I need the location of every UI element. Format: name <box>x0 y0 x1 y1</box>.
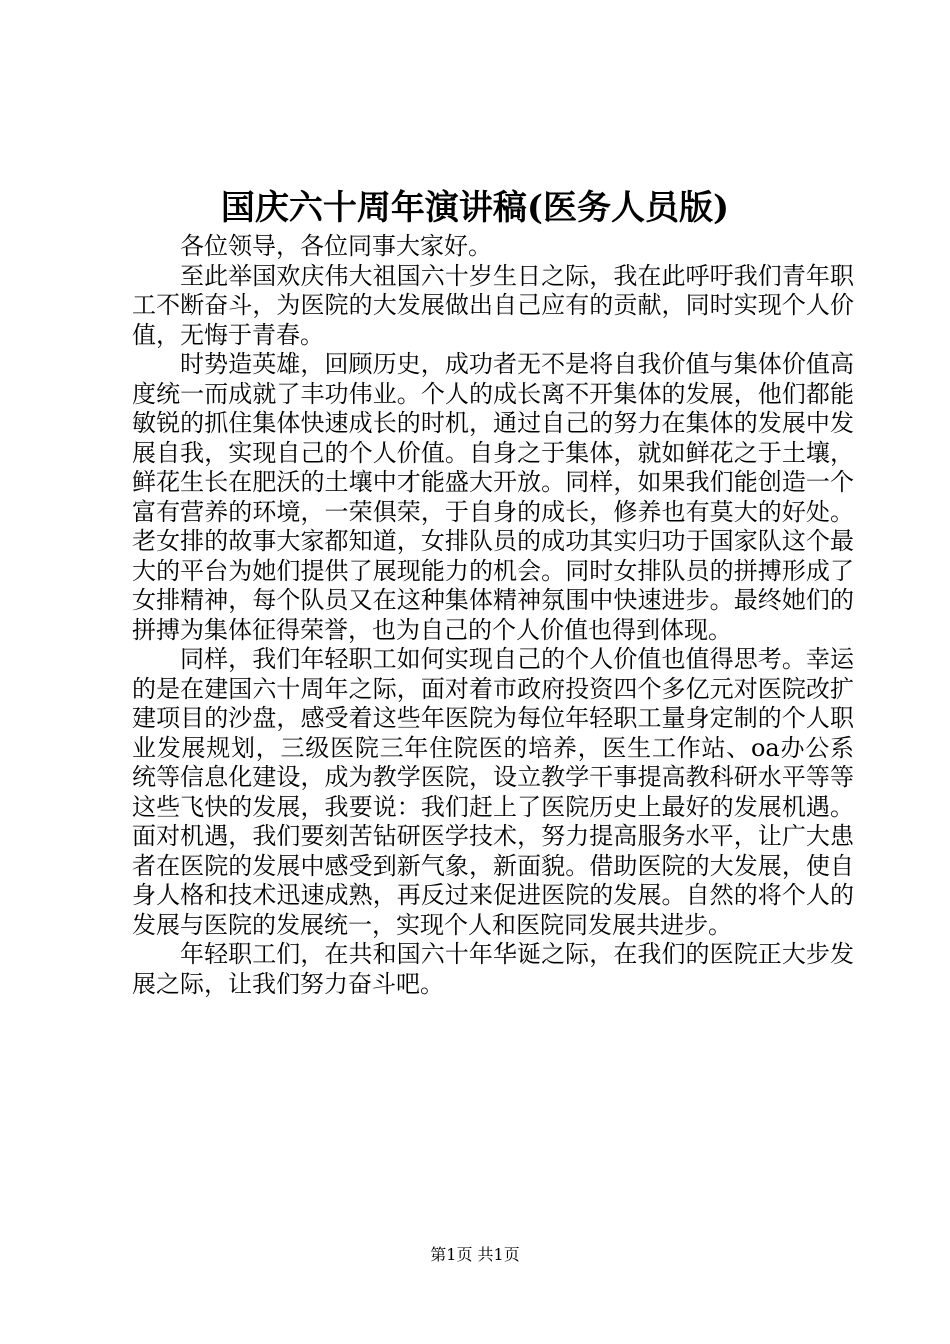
paragraph-collective-value: 时势造英雄，回顾历史，成功者无不是将自我价值与集体价值高度统一而成就了丰功伟业。个人的成长离不开集体的发展，他们都能敏锐的抓住集体快速成长的时机，通过自己的努力在集体的发展中发展自我，实现自己的个人价值。自身之于集体，就如鲜花之于土壤，鲜花生长在肥沃的土壤中才能盛大开放。同样，如果我们能创造一个富有营养的环境，一荣俱荣，于自身的成长，修养也有莫大的好处。老女排的故事大家都知道，女排队员的成功其实归功于国家队这个最大的平台为她们提供了展现能力的机会。同时女排队员的拼搏形成了女排精神，每个队员又在这种集体精神氛围中快速进步。最终她们的拼搏为集体征得荣誉，也为自己的个人价值也得到体现。 <box>132 350 854 644</box>
paragraph-hospital-development: 同样，我们年轻职工如何实现自己的个人价值也值得思考。幸运的是在建国六十周年之际，面对着市政府投资四个多亿元对医院改扩建项目的沙盘，感受着这些年医院为每位年轻职工量身定制的个人职业发展规划，三级医院三年住院医的培养，医生工作站、oa办公系统等信息化建设，成为教学医院，设立教学干事提高教科研水平等等这些飞快的发展，我要说：我们赶上了医院历史上最好的发展机遇。面对机遇，我们要刻苦钻研医学技术，努力提高服务水平，让广大患者在医院的发展中感受到新气象，新面貌。借助医院的大发展，使自身人格和技术迅速成熟，再反过来促进医院的发展。自然的将个人的发展与医院的发展统一，实现个人和医院同发展共进步。 <box>132 645 854 939</box>
document-title: 国庆六十周年演讲稿(医务人员版) <box>220 188 730 228</box>
paragraph-call-to-action: 至此举国欢庆伟大祖国六十岁生日之际，我在此呼吁我们青年职工不断奋斗，为医院的大发展做出自己应有的贡献，同时实现个人价值，无悔于青春。 <box>132 261 854 349</box>
document-body <box>132 232 854 999</box>
paragraph-greeting: 各位领导，各位同事大家好。 <box>180 232 492 260</box>
page-footer: 第1页 共1页 <box>430 1245 520 1264</box>
paragraph-closing: 年轻职工们，在共和国六十年华诞之际，在我们的医院正大步发展之际，让我们努力奋斗吧。 <box>132 940 854 998</box>
